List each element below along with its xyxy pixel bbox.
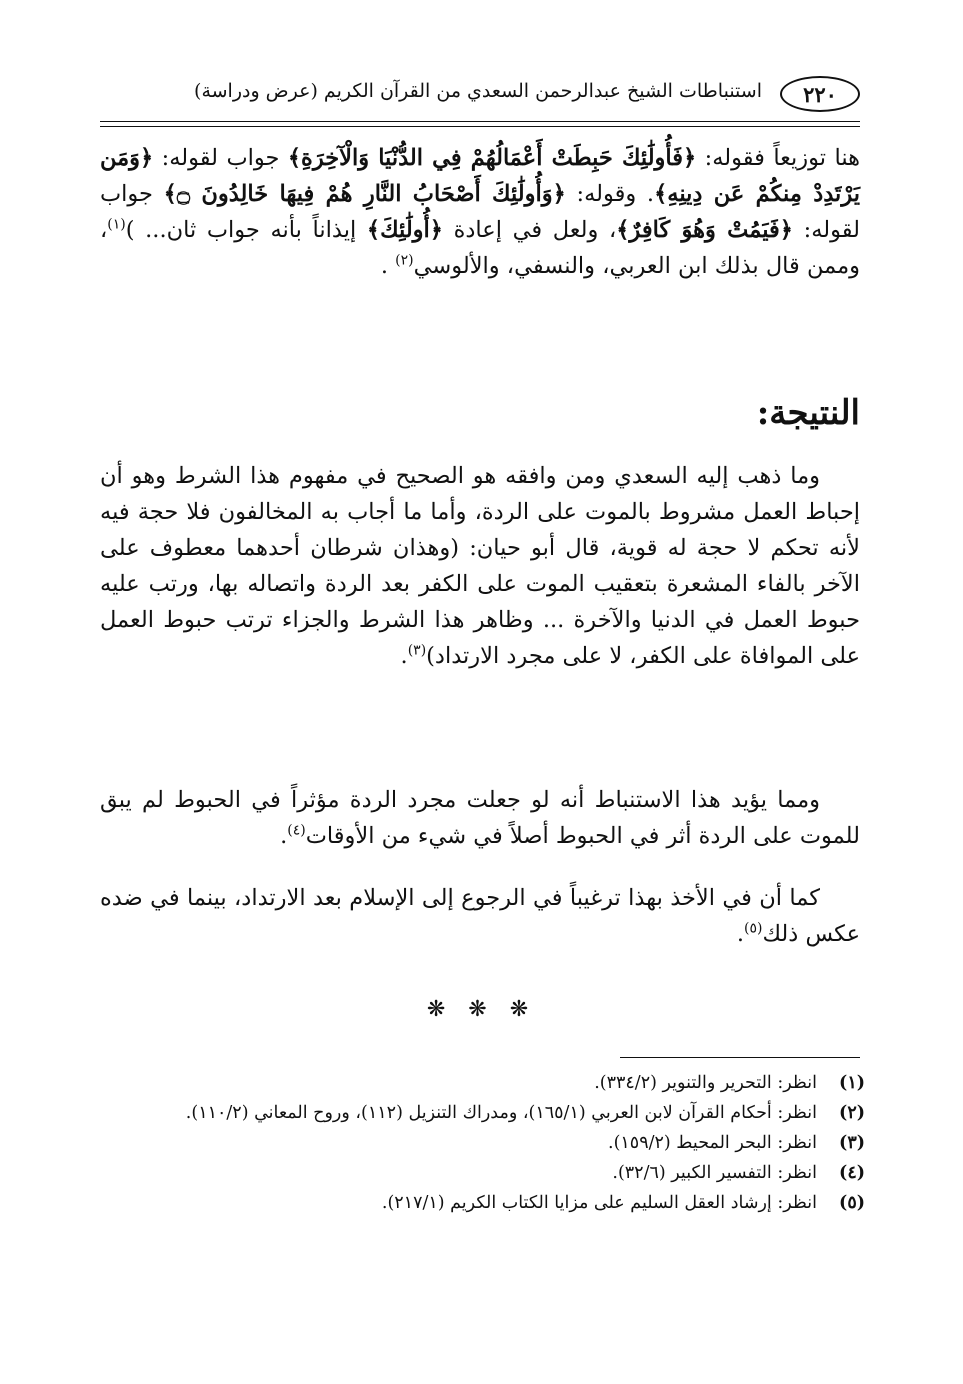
paragraph-end: . bbox=[280, 823, 288, 849]
intro-text: إيذاناً بأنه جواب ثان... ) bbox=[125, 217, 367, 243]
footnote-item bbox=[100, 1068, 865, 1098]
footnote-number: (١) bbox=[839, 1073, 865, 1093]
quran-verse: ﴿فَيَمُتْ وَهُوَ كَافِرٌ﴾ bbox=[616, 217, 793, 243]
intro-text: جواب لقوله: bbox=[100, 181, 860, 243]
page-header bbox=[100, 70, 860, 122]
footnote-item bbox=[100, 1098, 865, 1128]
footnote-marker: (٥) bbox=[744, 920, 763, 937]
quran-verse: ﴿وَمَن يَرْتَدِدْ مِنكُمْ عَن دِينِهِ﴾ bbox=[100, 145, 860, 207]
running-title: استنباطات الشيخ عبدالرحمن السعدي من القرآن الكريم (عرض ودراسة) bbox=[194, 80, 762, 102]
conclusion-paragraph bbox=[100, 458, 860, 674]
footnote-number: (٤) bbox=[839, 1163, 865, 1183]
footnote-marker: (٢) bbox=[395, 252, 414, 269]
quran-verse: ﴿وَأُولَٰئِكَ أَصْحَابُ النَّارِ هُمْ فِيهَا خَالِدُونَ ۝﴾ bbox=[163, 181, 566, 207]
quran-verse: ﴿أُولَٰئِكَ﴾ bbox=[366, 217, 443, 243]
encouragement-paragraph bbox=[100, 880, 860, 952]
header-rule bbox=[100, 121, 860, 122]
footnote-number: (٣) bbox=[839, 1133, 865, 1153]
intro-text: ، وممن قال بذلك ابن العربي، والنسفي، والألوسي bbox=[100, 217, 860, 279]
footnote-rule bbox=[620, 1057, 860, 1058]
section-ornament: ❋ ❋ ❋ bbox=[426, 997, 537, 1022]
footnote-item bbox=[100, 1128, 865, 1158]
footnote-text: انظر: إرشاد العقل السليم على مزايا الكتاب الكريم (٢١٧/١). bbox=[381, 1193, 817, 1213]
paragraph-end: . bbox=[400, 643, 408, 669]
footnote-text: انظر: البحر المحيط (١٥٩/٢). bbox=[608, 1133, 817, 1153]
intro-text: . bbox=[380, 253, 396, 279]
footnote-marker: (٤) bbox=[287, 822, 306, 839]
intro-paragraph bbox=[100, 140, 860, 284]
footnote-number: (٥) bbox=[839, 1193, 865, 1213]
intro-text: هنا توزيعاً فقوله: bbox=[696, 145, 860, 171]
quran-verse: ﴿فَأُولَٰئِكَ حَبِطَتْ أَعْمَالُهُمْ فِي الدُّنْيَا وَالْآخِرَةِ﴾ bbox=[287, 145, 697, 171]
footnotes bbox=[100, 1068, 865, 1218]
paragraph-text: وما ذهب إليه السعدي ومن وافقه هو الصحيح في مفهوم هذا الشرط وهو أن إحباط العمل مشروط بالموت على الردة، وأما ما أجاب به المخالفون فلا حجة فيه لأنه تحكم لا حجة له قوية، قال أبو حيان: (وهذان شرطان أحدهما معطوف على الآخر بالفاء المشعرة بتعقيب الموت على الكفر بعد الردة واتصاله بها، ورتب عليه حبوط العمل في الدنيا والآخرة ... وظاهر هذا الشرط والجزاء ترتب حبوط العمل على الموافاة على الكفر، لا على مجرد الارتداد) bbox=[100, 463, 860, 669]
footnote-text: انظر: التفسير الكبير (٣٢/٦). bbox=[612, 1163, 817, 1183]
footnote-text: انظر: التحرير والتنوير (٣٣٤/٢). bbox=[594, 1073, 817, 1093]
paragraph-text: ومما يؤيد هذا الاستنباط أنه لو جعلت مجرد الردة مؤثراً في الحبوط لم يبق للموت على الردة أثر في الحبوط أصلاً في شيء من الأوقات bbox=[100, 787, 860, 849]
intro-text: جواب لقوله: bbox=[153, 145, 288, 171]
intro-text: . وقوله: bbox=[565, 181, 655, 207]
footnote-number: (٢) bbox=[839, 1103, 865, 1123]
support-paragraph bbox=[100, 782, 860, 854]
footnote-item bbox=[100, 1158, 865, 1188]
page-number: ٢٢٠ bbox=[780, 76, 860, 112]
footnote-marker: (٣) bbox=[407, 642, 427, 659]
footnote-text: انظر: أحكام القرآن لابن العربي (١٦٥/١)، ومدراك التنزيل (١١٢)، وروح المعاني (١١٠/٢). bbox=[185, 1103, 817, 1123]
section-heading: النتيجة: bbox=[756, 393, 860, 433]
footnote-item bbox=[100, 1188, 865, 1218]
header-rule bbox=[100, 126, 860, 127]
intro-text: ، ولعل في إعادة bbox=[442, 217, 617, 243]
paragraph-text: كما أن في الأخذ بهذا ترغيباً في الرجوع إلى الإسلام بعد الارتداد، بينما في ضده عكس ذلك bbox=[100, 885, 860, 947]
footnote-marker: (١) bbox=[107, 216, 126, 233]
paragraph-end: . bbox=[736, 921, 744, 947]
